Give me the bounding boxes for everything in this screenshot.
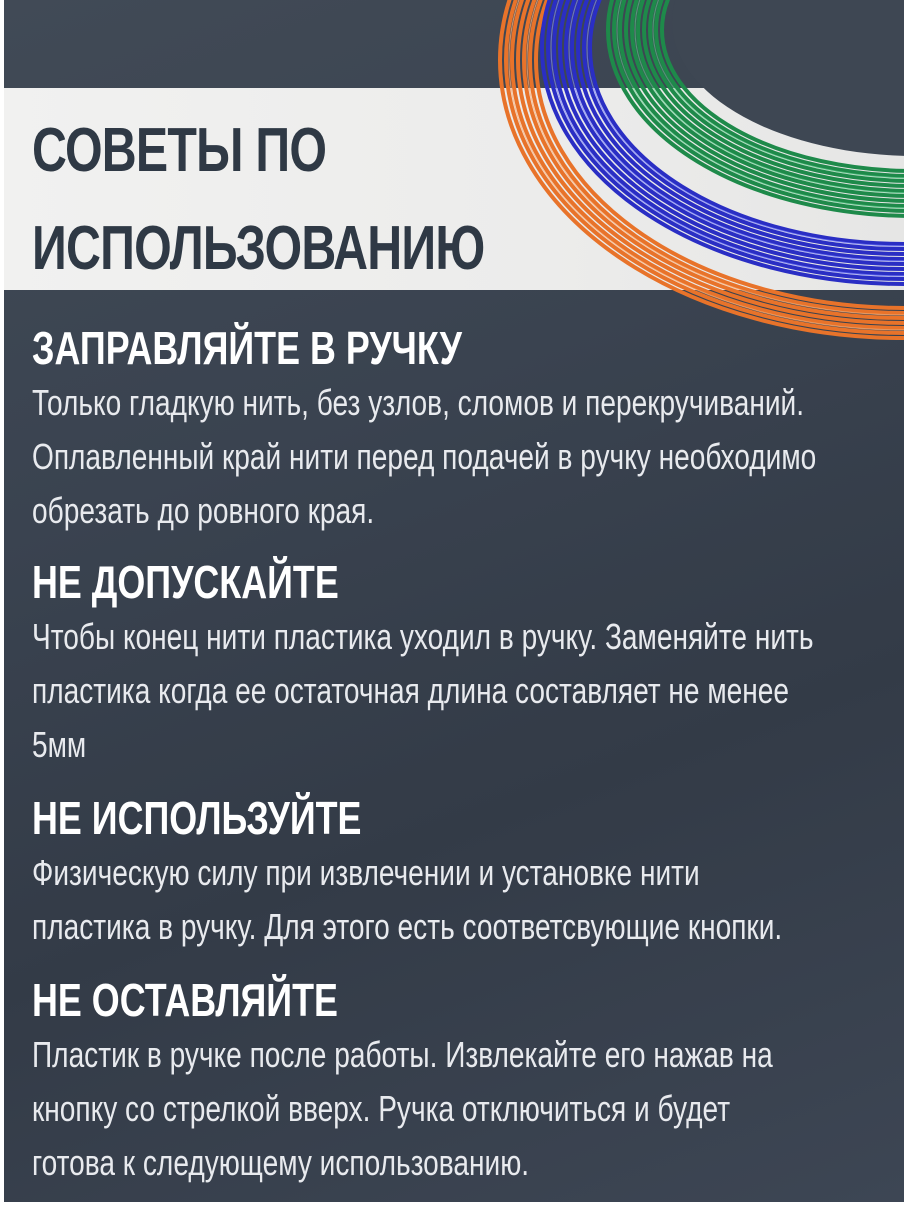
tip-text — [32, 1028, 890, 1190]
tip-heading: НЕ ИСПОЛЬЗУЙТЕ — [32, 792, 362, 844]
title-line-2: ИСПОЛЬЗОВАНИЮ — [32, 214, 485, 283]
tip-heading: НЕ ОСТАВЛЯЙТЕ — [32, 974, 338, 1026]
tip-line: обрезать до ровного края. — [32, 490, 375, 531]
tip-line: Оплавленный край нити перед подачей в ручку необходимо — [32, 436, 817, 477]
tip-text — [32, 846, 890, 954]
title-line-1: СОВЕТЫ ПО — [32, 116, 327, 185]
tips-card — [4, 0, 904, 1202]
tip-line: кнопку со стрелкой вверх. Ручка отключиться и будет — [32, 1088, 731, 1129]
filament-coil-image — [484, 0, 904, 345]
tip-section-do-not-use — [32, 790, 892, 954]
tip-line: Физическую силу при извлечении и установке нити — [32, 852, 700, 893]
tip-line: Только гладкую нить, без узлов, сломов и перекручиваний. — [32, 382, 805, 423]
tip-line: пластика когда ее остаточная длина составляет не менее — [32, 670, 790, 711]
tip-line: 5мм — [32, 724, 87, 765]
tip-section-do-not-allow — [32, 554, 892, 772]
tip-line: готова к следующему использованию. — [32, 1142, 530, 1183]
tip-line: Чтобы конец нити пластика уходил в ручку. Заменяйте нить — [32, 616, 814, 657]
tip-line: Пластик в ручке после работы. Извлекайте его нажав на — [32, 1034, 773, 1075]
tip-heading: НЕ ДОПУСКАЙТЕ — [32, 556, 339, 608]
tip-text — [32, 376, 890, 538]
page-title — [32, 102, 485, 298]
tip-section-load — [32, 320, 892, 538]
tip-text — [32, 610, 890, 772]
tip-section-do-not-leave — [32, 972, 892, 1190]
tip-line: пластика в ручку. Для этого есть соответсвующие кнопки. — [32, 906, 783, 947]
tip-heading: ЗАПРАВЛЯЙТЕ В РУЧКУ — [32, 322, 462, 374]
